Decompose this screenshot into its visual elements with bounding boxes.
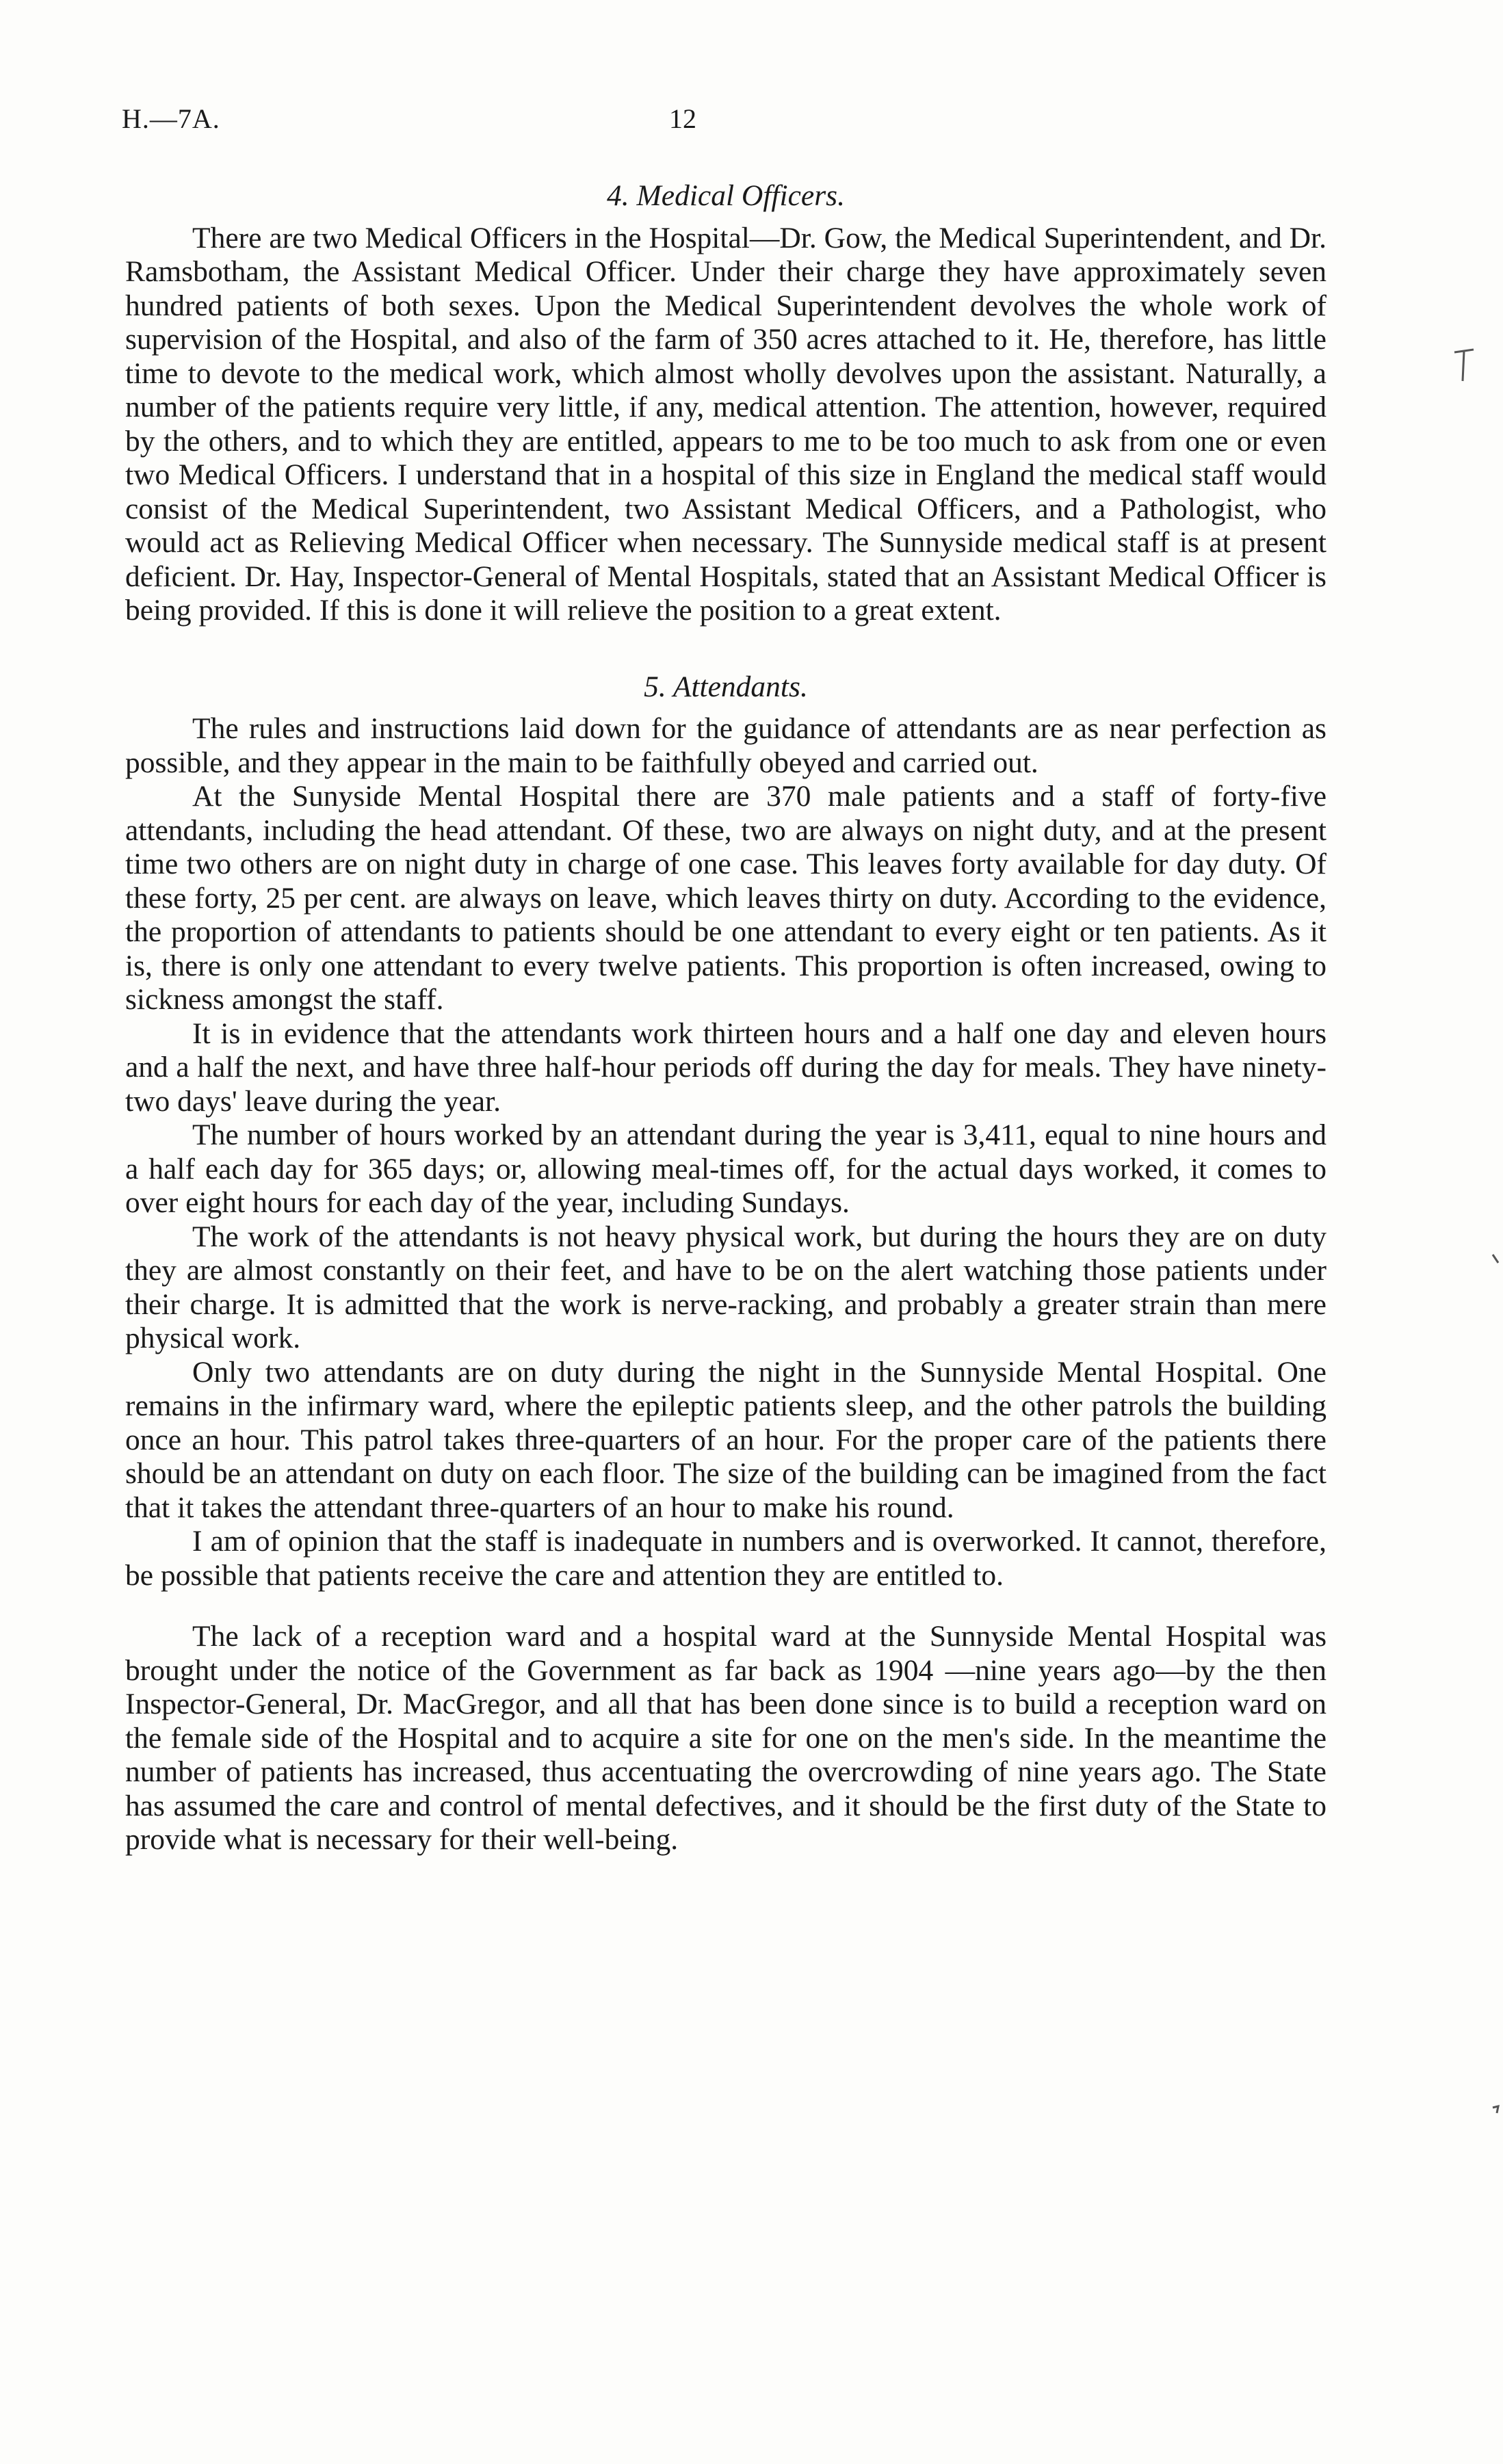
paragraph: The number of hours worked by an attendant during the year is 3,411, equal to nine hours and a half each day for 365 days; or, allowing meal-times off, for the actual days worked, it comes to over eight hours for each day of the year, including Sundays. xyxy=(125,1118,1326,1219)
document-body xyxy=(125,179,1326,1857)
page-number: 12 xyxy=(669,103,696,134)
paragraph: There are two Medical Officers in the Hospital—Dr. Gow, the Medical Superintendent, and Dr. Ramsbotham, the Assistant Medical Officer. Under their charge they have approximately seven hundred patients of both sexes. Upon the Medical Superintendent devolves the whole work of supervision of the Hospital, and also of the farm of 350 acres attached to it. He, therefore, has little time to devote to the medical work, which almost wholly devolves upon the assistant. Naturally, a number of the patients require very little, if any, medical attention. The attention, however, required by the others, and to which they are entitled, appears to me to be too much to ask from one or even two Medical Officers. I understand that in a hospital of this size in England the medical staff would consist of the Medical Superintendent, two Assistant Medical Officers, and a Pathologist, who would act as Relieving Medical Officer when necessary. The Sunnyside medical staff is at present deficient. Dr. Hay, Inspector-General of Mental Hospitals, stated that an Assistant Medical Officer is being provided. If this is done it will relieve the position to a great extent. xyxy=(125,221,1326,627)
margin-pencil-mark xyxy=(1450,345,1478,386)
paragraph: Only two attendants are on duty during the night in the Sunnyside Mental Hospital. One remains in the infirmary ward, where the epileptic patients sleep, and the other patrols the building once an hour. This patrol takes three-quarters of an hour. For the proper care of the patients there should be an attendant on duty on each floor. The size of the building can be imagined from the fact that it takes the attendant three-quarters of an hour to make his round. xyxy=(125,1355,1326,1524)
page-header xyxy=(122,103,1326,144)
document-reference: H.—7A. xyxy=(122,103,220,134)
margin-tick-mark xyxy=(1491,1253,1501,1267)
paragraph: It is in evidence that the attendants work thirteen hours and a half one day and eleven hours and a half the next, and have three half-hour periods off during the day for meals. They have ninety-two days' leave during the year. xyxy=(125,1017,1326,1118)
paragraph: I am of opinion that the staff is inadequate in numbers and is overworked. It cannot, therefore, be possible that patients receive the care and attention they are entitled to. xyxy=(125,1525,1326,1592)
section-heading-medical-officers: 4. Medical Officers. xyxy=(607,179,845,212)
paragraph: At the Sunyside Mental Hospital there are 370 male patients and a staff of forty-five attendants, including the head attendant. Of these, two are always on night duty, and at the present time two others are on night duty in charge of one case. This leaves forty available for day duty. Of these forty, 25 per cent. are always on leave, which leaves thirty on duty. According to the evidence, the proportion of attendants to patients should be one attendant to every eight or ten patients. As it is, there is only one attendant to every twelve patients. This proportion is often increased, owing to sickness amongst the staff. xyxy=(125,780,1326,1016)
section-heading-attendants: 5. Attendants. xyxy=(644,670,808,703)
paragraph: The rules and instructions laid down for the guidance of attendants are as near perfection as possible, and they appear in the main to be faithfully obeyed and carried out. xyxy=(125,712,1326,779)
margin-tick-mark xyxy=(1491,2103,1501,2117)
paragraph: The work of the attendants is not heavy physical work, but during the hours they are on duty they are almost constantly on their feet, and have to be on the alert watching those patients under their charge. It is admitted that the work is nerve-racking, and probably a greater strain than mere physical work. xyxy=(125,1220,1326,1354)
paragraph: The lack of a reception ward and a hospital ward at the Sunnyside Mental Hospital was brought under the notice of the Government as far back as 1904 —nine years ago—by the then Inspector-General, Dr. MacGregor, and all that has been done since is to build a reception ward on the female side of the Hospital and to acquire a site for one on the men's side. In the meantime the number of patients has increased, thus accentuating the overcrowding of nine years ago. The State has assumed the care and control of mental defectives, and it should be the first duty of the State to provide what is necessary for their well-being. xyxy=(125,1620,1326,1856)
